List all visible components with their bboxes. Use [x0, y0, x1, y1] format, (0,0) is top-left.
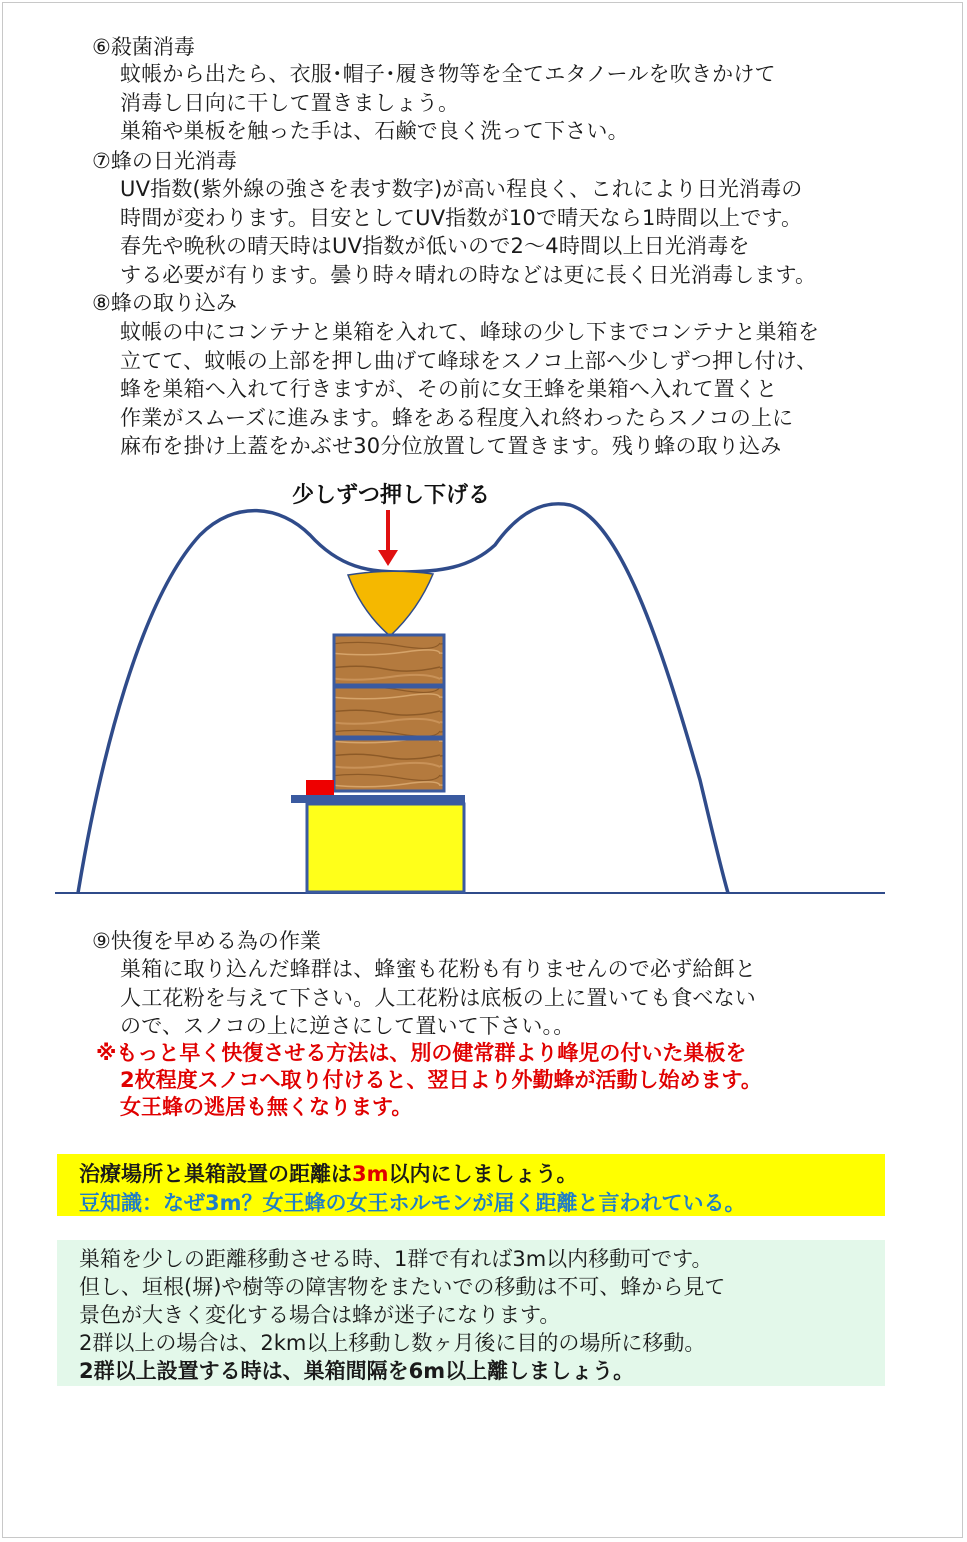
section6-line: 巣箱や巣板を触った手は、石鹸で良く洗って下さい。 — [120, 119, 629, 143]
distance-text-a: 治療場所と巣箱設置の距離は — [79, 1162, 352, 1186]
section6-line: 消毒し日向に干して置きましょう。 — [120, 90, 460, 115]
section6-line: 蚊帳から出たら、衣服･帽子･履き物等を全てエタノールを吹きかけて — [120, 62, 776, 86]
relocation-line: 景色が大きく変化する場合は蜂が迷子になります。 — [79, 1303, 561, 1327]
section9-title: ⑨快復を早める為の作業 — [92, 929, 321, 953]
hive-box-top — [334, 635, 444, 685]
relocation-line: 2群以上の場合は、2km以上移動し数ヶ月後に目的の場所に移動。 — [79, 1331, 706, 1355]
push-down-label: 少しずつ押し下げる — [291, 483, 491, 508]
section8-line: 蚊帳の中にコンテナと巣箱を入れて、峰球の少し下までコンテナと巣箱を — [120, 320, 820, 344]
hive-box-bottom — [334, 739, 444, 791]
section7-title: ⑦蜂の日光消毒 — [92, 149, 237, 173]
arrow-head-icon — [378, 550, 398, 566]
section8-line: 作業がスムーズに進みます。蜂をある程度入れ終わったらスノコの上に — [120, 405, 794, 430]
section7-body — [120, 175, 816, 289]
section6-title: ⑥殺菌消毒 — [92, 35, 195, 59]
note-line: 2枚程度スノコへ取り付けると、翌日より外勤蜂が活動し始めます。 — [120, 1068, 762, 1092]
distance-highlight: 3m — [352, 1162, 389, 1186]
section8-line: 立てて、蚊帳の上部を押し曲げて峰球をスノコ上部へ少しずつ押し付け、 — [120, 348, 818, 373]
section8-body — [120, 318, 819, 461]
section8-title: ⑧蜂の取り込み — [92, 291, 237, 315]
hive-box-middle — [334, 687, 444, 737]
relocation-line: 巣箱を少しの距離移動させる時、1群で有れば3m以内移動可です。 — [79, 1247, 713, 1271]
section7-line: UV指数(紫外線の強さを表す数字)が高い程良く、これにより日光消毒の — [120, 177, 803, 201]
section9-note — [96, 1040, 762, 1121]
distance-text-b: 以内にしましょう。 — [388, 1162, 578, 1186]
section7-line: 春先や晩秋の晴天時はUV指数が低いので2～4時間以上日光消毒を — [120, 234, 750, 258]
note-line: 女王蜂の逃居も無くなります。 — [120, 1095, 413, 1119]
section9-line: 巣箱に取り込んだ蜂群は、蜂蜜も花粉も有りませんので必ず給餌と — [120, 957, 756, 981]
section8-line: 麻布を掛け上蓋をかぶせ30分位放置して置きます。残り蜂の取り込み — [120, 434, 782, 458]
section8-line: 蜂を巣箱へ入れて行きますが、その前に女王蜂を巣箱へ入れて置くと — [120, 377, 778, 401]
relocation-info-box — [57, 1240, 885, 1386]
section9-body — [120, 955, 756, 1041]
base-board — [291, 795, 465, 803]
relocation-line: 但し、垣根(塀)や樹等の障害物をまたいでの移動は不可、蜂から見て — [79, 1275, 726, 1299]
section9-line: 人工花粉を与えて下さい。人工花粉は底板の上に置いても食べない — [120, 985, 756, 1010]
trivia-line: 豆知識：なぜ3m？女王蜂の女王ホルモンが届く距離と言われている。 — [79, 1191, 746, 1215]
swarm-transfer-illustration — [0, 470, 967, 910]
section9-line: ので、スノコの上に逆さにして置いて下さい。。 — [120, 1014, 575, 1038]
distance-notice-line — [79, 1158, 578, 1188]
section7-line: する必要が有ります。曇り時々晴れの時などは更に長く日光消毒します。 — [120, 262, 817, 287]
red-block — [306, 780, 334, 795]
container — [307, 804, 464, 892]
note-line: ※もっと早く快復させる方法は、別の健常群より峰児の付いた巣板を — [96, 1041, 747, 1065]
section7-line: 時間が変わります。目安としてUV指数が10で晴天なら1時間以上です。 — [120, 205, 803, 230]
spacing-rule-line: 2群以上設置する時は、巣箱間隔を6m以上離しましょう。 — [79, 1359, 635, 1383]
section6-body — [120, 60, 776, 146]
bee-swarm — [348, 571, 433, 636]
distance-notice-box — [57, 1154, 885, 1216]
